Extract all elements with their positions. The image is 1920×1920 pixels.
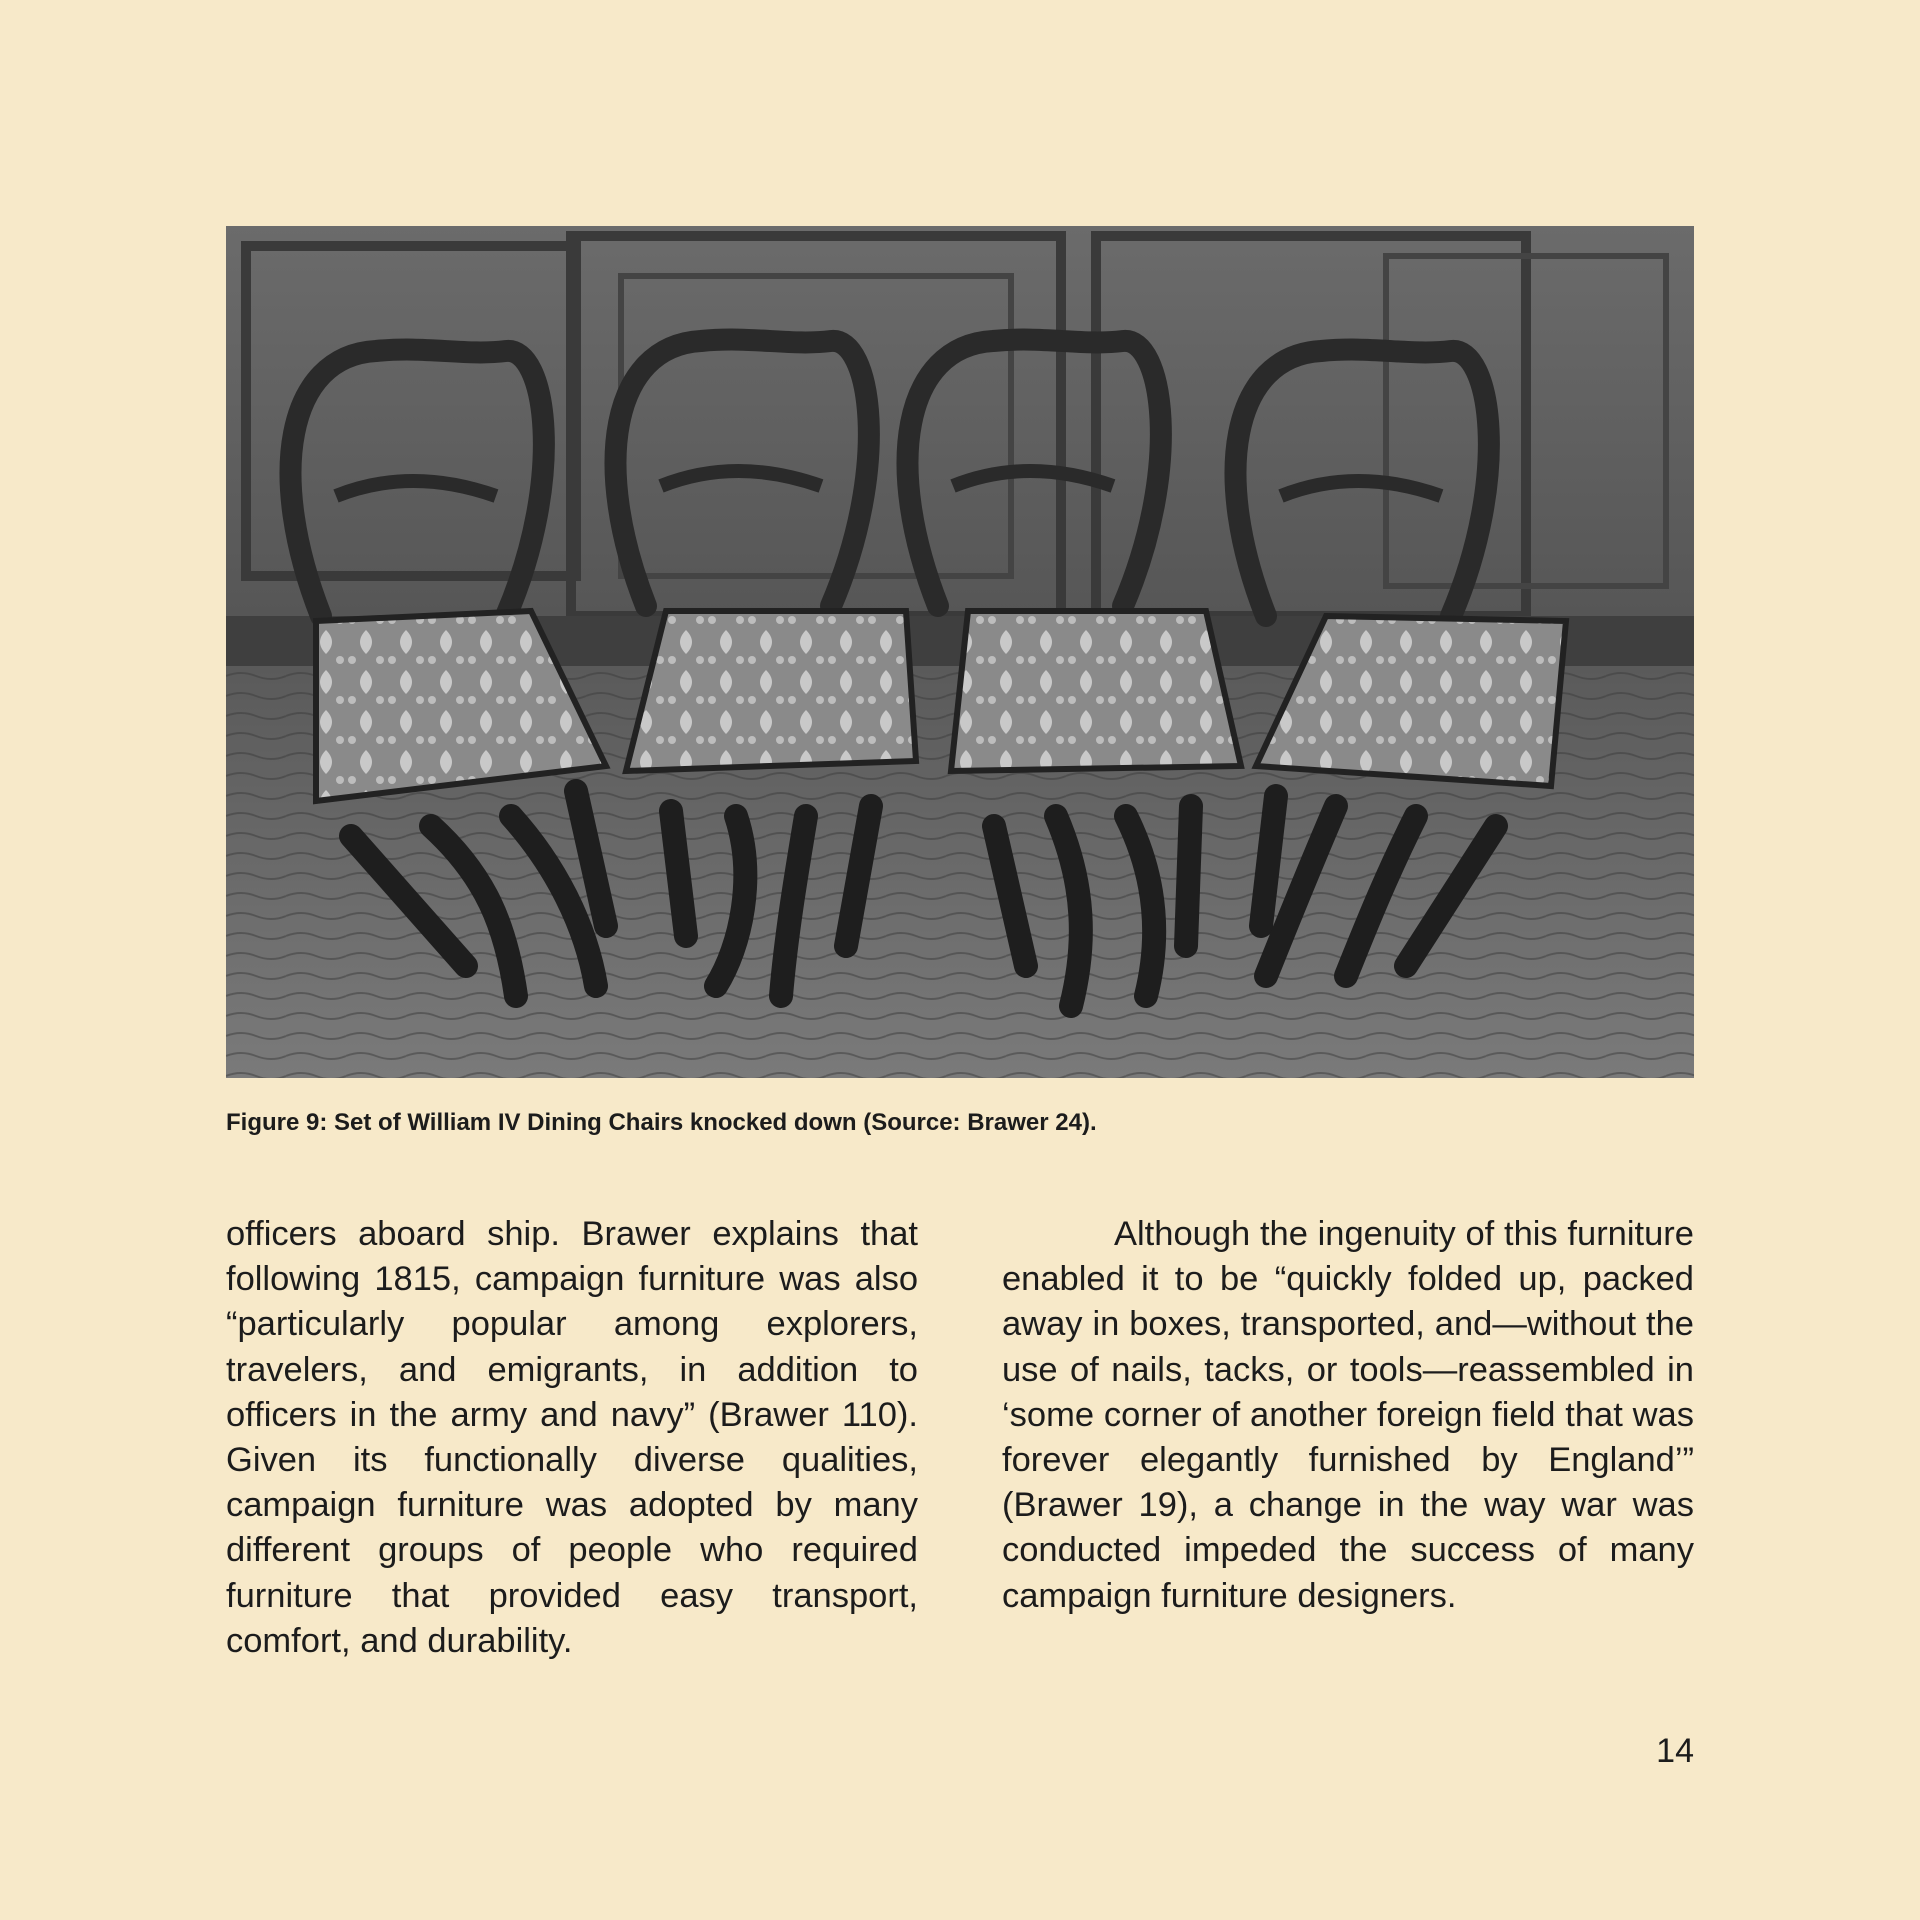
chairs-photo-illustration [226, 226, 1694, 1078]
figure-caption: Figure 9: Set of William IV Dining Chairs knocked down (Source: Brawer 24). [226, 1109, 1097, 1136]
figure-photo [226, 226, 1694, 1078]
body-text-left-column: officers aboard ship. Brawer explains that following 1815, campaign furniture was also “particularly popular among explorers, travelers, and emigrants, in addition to officers in the army and navy” (Brawer 110). Given its functionally diverse qualities, campaign furniture was adopted by many different groups of people who required furniture that provided easy transport, comfort, and durability. [226, 1215, 918, 1660]
page-number: 14 [1656, 1732, 1694, 1770]
body-text-right-column [1002, 1212, 1694, 1619]
right-column-text: Although the ingenuity of this furniture enabled it to be “quickly folded up, packed away in boxes, transported, and—without the use of nails, tacks, or tools—reassembled in ‘some corner of another foreign field that was forever elegantly furnished by England’” (Brawer 19), a change in the way war was conducted impeded the success of many campaign furniture designers. [1002, 1215, 1694, 1615]
